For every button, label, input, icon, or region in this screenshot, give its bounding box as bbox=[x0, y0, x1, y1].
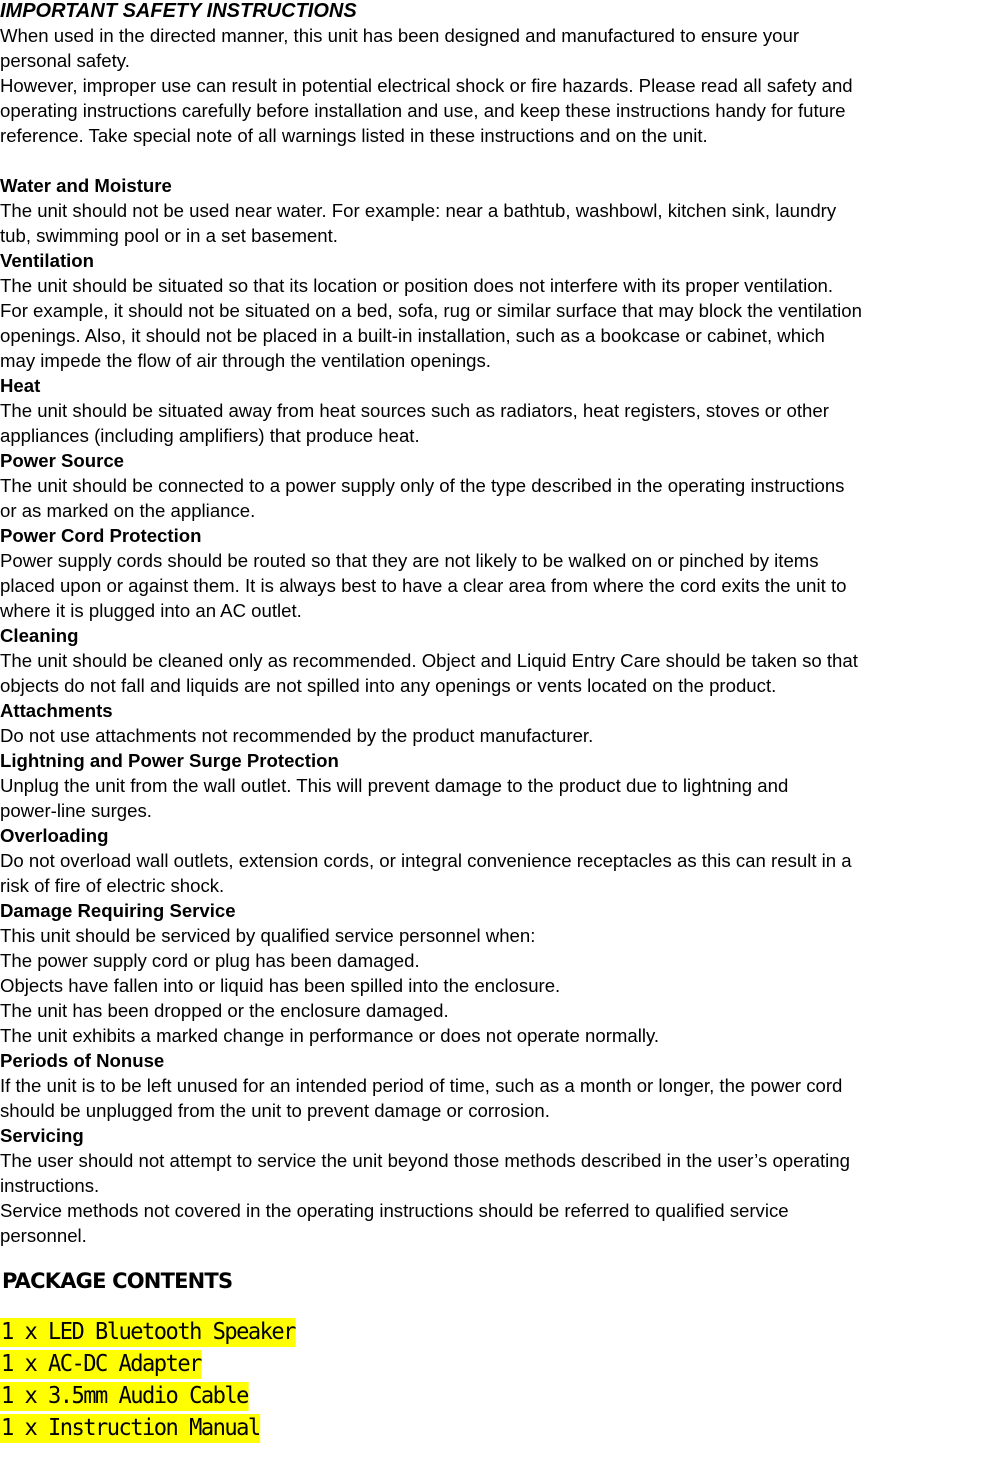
section-line: should be unplugged from the unit to prevent damage or corrosion. bbox=[0, 1100, 550, 1121]
section-line: Power supply cords should be routed so that they are not likely to be walked on or pinched by items bbox=[0, 550, 819, 571]
section-line: or as marked on the appliance. bbox=[0, 500, 256, 521]
section-heading: Cleaning bbox=[0, 625, 79, 646]
section-heading: Heat bbox=[0, 375, 41, 396]
section-heading: Servicing bbox=[0, 1125, 84, 1146]
section-heading: Attachments bbox=[0, 700, 113, 721]
package-item bbox=[0, 1348, 1003, 1380]
section-line: The unit should be connected to a power supply only of the type described in the operating instructions bbox=[0, 475, 845, 496]
package-contents-title: PACKAGE CONTENTS bbox=[2, 1269, 233, 1293]
section-line: The unit should be situated away from heat sources such as radiators, heat registers, stoves or other bbox=[0, 400, 829, 421]
section-line: The power supply cord or plug has been damaged. bbox=[0, 950, 420, 971]
package-item bbox=[0, 1316, 1003, 1348]
section-line: The user should not attempt to service the unit beyond those methods described in the user’s operating bbox=[0, 1150, 850, 1171]
section-line: The unit should not be used near water. For example: near a bathtub, washbowl, kitchen sink, laundry bbox=[0, 200, 837, 221]
section-heading: Periods of Nonuse bbox=[0, 1050, 165, 1071]
section-heading: Ventilation bbox=[0, 250, 95, 271]
section-heading: Lightning and Power Surge Protection bbox=[0, 750, 339, 771]
section-line: tub, swimming pool or in a set basement. bbox=[0, 225, 338, 246]
section-line: may impede the flow of air through the ventilation openings. bbox=[0, 350, 491, 371]
section-line: appliances (including amplifiers) that produce heat. bbox=[0, 425, 420, 446]
section-power-cord-protection bbox=[0, 523, 1003, 623]
package-contents-list bbox=[0, 1316, 1003, 1444]
section-ventilation bbox=[0, 248, 1003, 373]
section-line: objects do not fall and liquids are not spilled into any openings or vents located on the product. bbox=[0, 675, 777, 696]
section-line: This unit should be serviced by qualified service personnel when: bbox=[0, 925, 536, 946]
package-item-text: 1 x 3.5mm Audio Cable bbox=[0, 1383, 248, 1409]
package-item bbox=[0, 1412, 1003, 1444]
section-line: personnel. bbox=[0, 1225, 87, 1246]
intro-line: However, improper use can result in potential electrical shock or fire hazards. Please read all safety and bbox=[0, 75, 853, 96]
section-servicing bbox=[0, 1123, 1003, 1248]
intro-line: When used in the directed manner, this unit has been designed and manufactured to ensure your bbox=[0, 25, 800, 46]
section-heading: Overloading bbox=[0, 825, 109, 846]
section-line: power-line surges. bbox=[0, 800, 152, 821]
section-lightning-and-power-surge bbox=[0, 748, 1003, 823]
section-line: risk of fire of electric shock. bbox=[0, 875, 225, 896]
intro-line: operating instructions carefully before installation and use, and keep these instructions handy for future bbox=[0, 100, 846, 121]
intro-line: personal safety. bbox=[0, 50, 130, 71]
package-item-text: 1 x AC-DC Adapter bbox=[0, 1351, 201, 1377]
section-line: Unplug the unit from the wall outlet. This will prevent damage to the product due to lightning and bbox=[0, 775, 789, 796]
document-title: IMPORTANT SAFETY INSTRUCTIONS bbox=[0, 0, 357, 22]
section-heading: Power Source bbox=[0, 450, 125, 471]
section-gap bbox=[0, 1296, 1003, 1316]
section-line: Do not overload wall outlets, extension cords, or integral convenience receptacles as this can result in a bbox=[0, 850, 852, 871]
section-damage-requiring-service bbox=[0, 898, 1003, 1048]
section-line: If the unit is to be left unused for an intended period of time, such as a month or longer, the power cord bbox=[0, 1075, 843, 1096]
package-item bbox=[0, 1380, 1003, 1412]
section-heading: Damage Requiring Service bbox=[0, 900, 236, 921]
section-line: The unit has been dropped or the enclosure damaged. bbox=[0, 1000, 449, 1021]
intro-block bbox=[0, 23, 1003, 148]
section-line: openings. Also, it should not be placed in a built-in installation, such as a bookcase or cabinet, which bbox=[0, 325, 825, 346]
section-attachments bbox=[0, 698, 1003, 748]
section-line: The unit should be cleaned only as recommended. Object and Liquid Entry Care should be taken so that bbox=[0, 650, 858, 671]
section-line: The unit exhibits a marked change in performance or does not operate normally. bbox=[0, 1025, 660, 1046]
section-line: Do not use attachments not recommended by the product manufacturer. bbox=[0, 725, 594, 746]
section-power-source bbox=[0, 448, 1003, 523]
package-item-text: 1 x Instruction Manual bbox=[0, 1415, 260, 1441]
package-item-text: 1 x LED Bluetooth Speaker bbox=[0, 1319, 295, 1345]
section-heading: Water and Moisture bbox=[0, 175, 172, 196]
intro-line: reference. Take special note of all warnings listed in these instructions and on the unit. bbox=[0, 125, 708, 146]
section-line: where it is plugged into an AC outlet. bbox=[0, 600, 302, 621]
section-line: For example, it should not be situated on a bed, sofa, rug or similar surface that may block the ventilation bbox=[0, 300, 862, 321]
section-overloading bbox=[0, 823, 1003, 898]
section-line: placed upon or against them. It is always best to have a clear area from where the cord exits the unit to bbox=[0, 575, 847, 596]
section-line: Objects have fallen into or liquid has been spilled into the enclosure. bbox=[0, 975, 561, 996]
section-water-and-moisture bbox=[0, 173, 1003, 248]
section-cleaning bbox=[0, 623, 1003, 698]
section-periods-of-nonuse bbox=[0, 1048, 1003, 1123]
section-heat bbox=[0, 373, 1003, 448]
section-heading: Power Cord Protection bbox=[0, 525, 202, 546]
section-line: Service methods not covered in the operating instructions should be referred to qualified service bbox=[0, 1200, 789, 1221]
section-gap bbox=[0, 1248, 1003, 1266]
section-line: instructions. bbox=[0, 1175, 100, 1196]
section-line: The unit should be situated so that its location or position does not interfere with its proper ventilation. bbox=[0, 275, 834, 296]
section-gap bbox=[0, 148, 1003, 173]
